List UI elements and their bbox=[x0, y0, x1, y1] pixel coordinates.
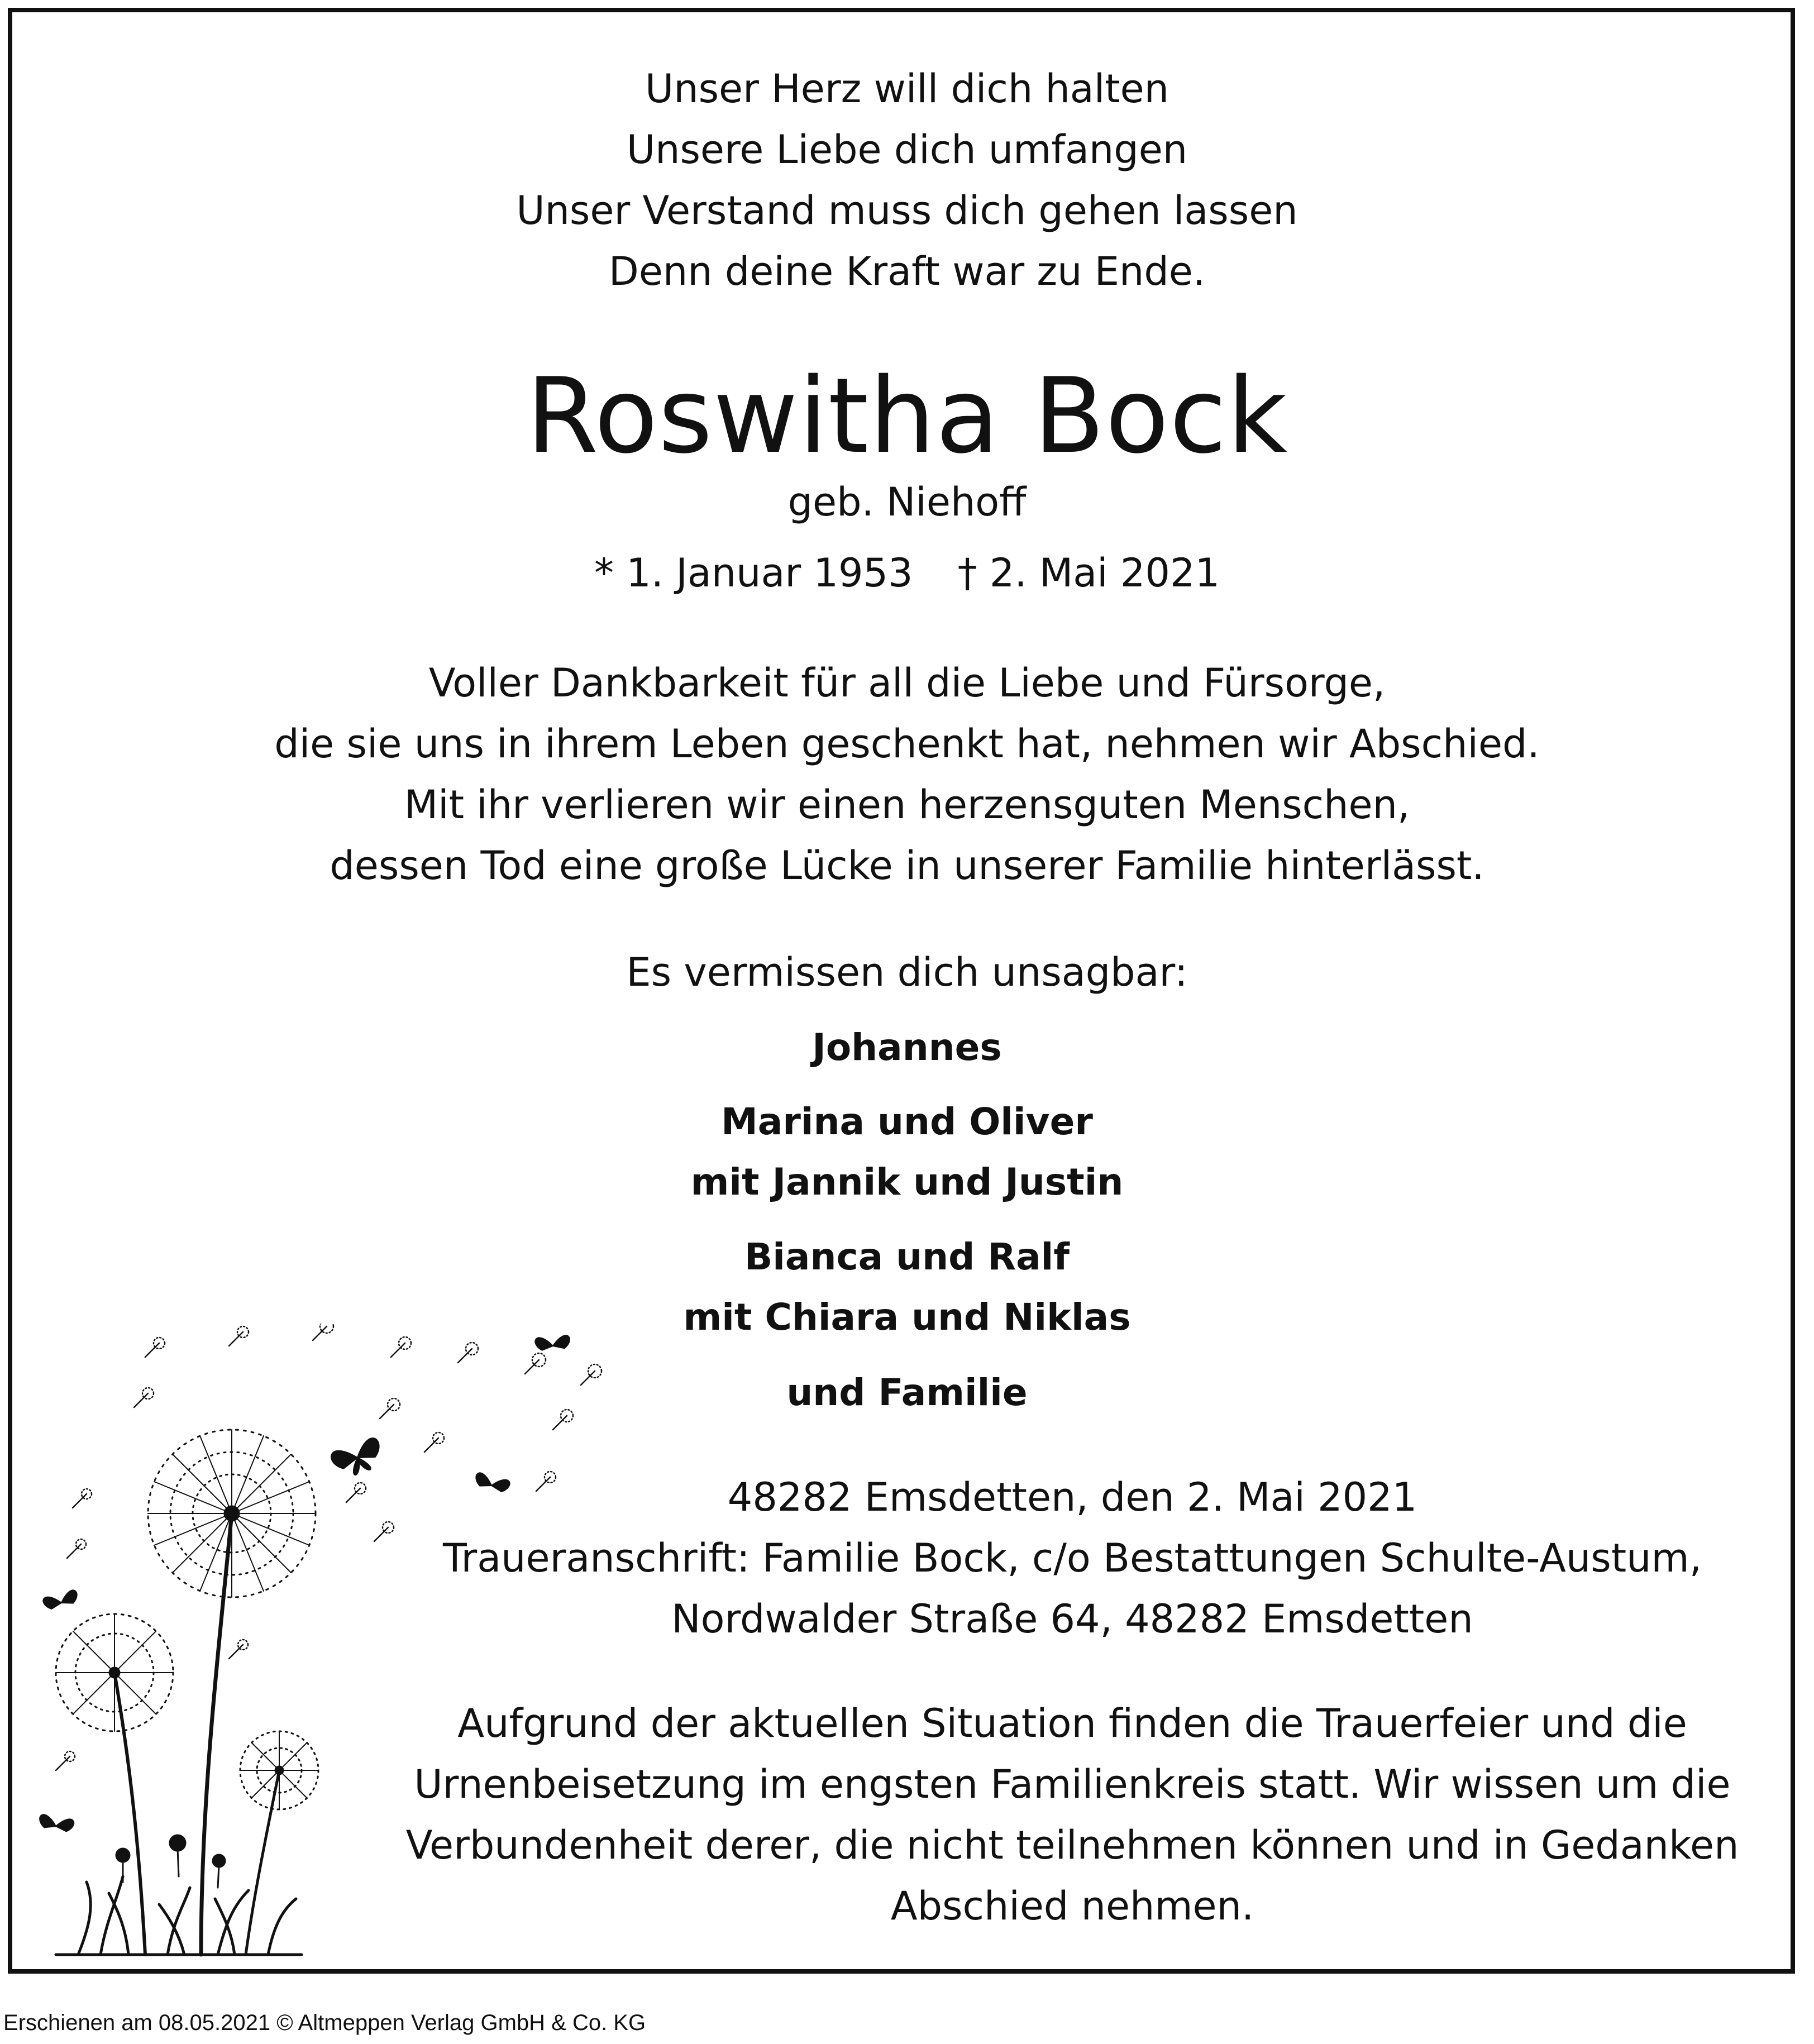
deceased-name: Roswitha Bock bbox=[526, 355, 1288, 476]
notice-line: Abschied nehmen. bbox=[890, 1883, 1254, 1929]
notice-line: Urnenbeisetzung im engsten Familienkreis statt. Wir wissen um die bbox=[414, 1761, 1731, 1807]
mourner-name: Johannes bbox=[812, 1026, 1002, 1069]
thanks-line: Mit ihr verlieren wir einen herzensguten Menschen, bbox=[404, 782, 1410, 828]
notice-line: Verbundenheit derer, die nicht teilnehmen können und in Gedanken bbox=[405, 1822, 1739, 1868]
publication-footer: Erschienen am 08.05.2021 © Altmeppen Verlag GmbH & Co. KG bbox=[3, 2010, 646, 2035]
poem-line: Denn deine Kraft war zu Ende. bbox=[608, 249, 1206, 294]
poem-line: Unsere Liebe dich umfangen bbox=[626, 127, 1188, 173]
address-line: 48282 Emsdetten, den 2. Mai 2021 bbox=[727, 1474, 1417, 1520]
death-date: † 2. Mai 2021 bbox=[957, 550, 1220, 596]
thanks-line: dessen Tod eine große Lücke in unserer Familie hinterlässt. bbox=[330, 843, 1484, 889]
mourners-intro: Es vermissen dich unsagbar: bbox=[626, 949, 1188, 995]
address-line: Nordwalder Straße 64, 48282 Emsdetten bbox=[671, 1596, 1473, 1642]
thanks-line: die sie uns in ihrem Leben geschenkt hat, nehmen wir Abschied. bbox=[274, 721, 1540, 767]
mourner-name: Marina und Oliver bbox=[721, 1100, 1093, 1143]
mourner-name: Bianca und Ralf bbox=[744, 1235, 1070, 1278]
poem-line: Unser Herz will dich halten bbox=[645, 66, 1169, 112]
mourner-name: und Familie bbox=[786, 1371, 1028, 1414]
mourner-name: mit Chiara und Niklas bbox=[683, 1296, 1131, 1339]
mourner-name: mit Jannik und Justin bbox=[690, 1161, 1124, 1204]
thanks-line: Voller Dankbarkeit für all die Liebe und Fürsorge, bbox=[428, 660, 1386, 706]
notice-line: Aufgrund der aktuellen Situation finden die Trauerfeier und die bbox=[457, 1701, 1687, 1746]
address-line: Traueranschrift: Familie Bock, c/o Bestattungen Schulte-Austum, bbox=[443, 1535, 1702, 1581]
dandelion-illustration bbox=[34, 1324, 637, 1966]
life-dates bbox=[0, 550, 1814, 596]
birth-name: geb. Niehoff bbox=[787, 479, 1027, 525]
birth-date: * 1. Januar 1953 bbox=[594, 550, 913, 596]
poem-line: Unser Verstand muss dich gehen lassen bbox=[516, 188, 1298, 233]
